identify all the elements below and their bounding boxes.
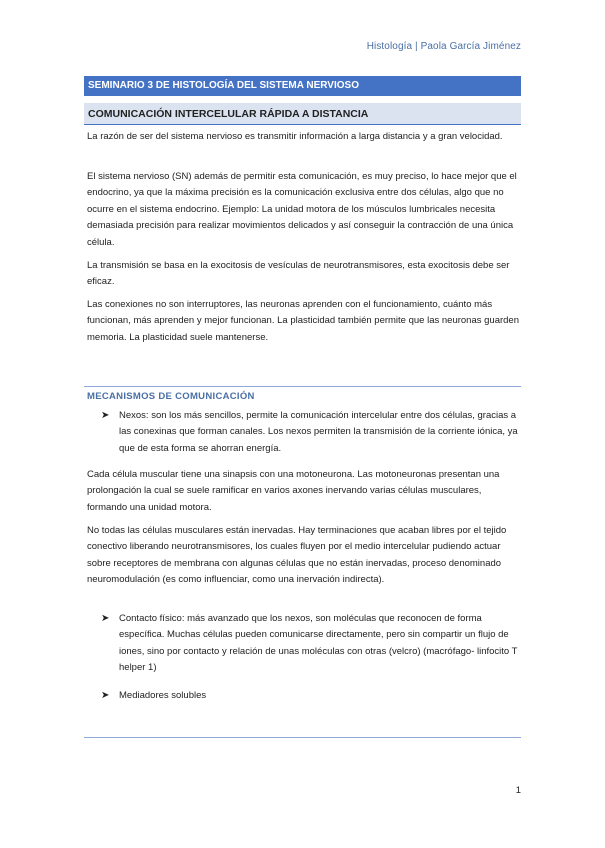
list-item-mediadores — [101, 688, 525, 704]
paragraph-3: La transmisión se basa en la exocitosis de vesículas de neurotransmisores, esta exocitosis debe ser eficaz. — [87, 260, 510, 288]
arrow-bullet-icon: ➤ — [101, 410, 110, 421]
section-heading-comunicacion: COMUNICACIÓN INTERCELULAR RÁPIDA A DISTANCIA — [84, 103, 521, 125]
paragraph-2: El sistema nervioso (SN) además de permitir esta comunicación, es muy preciso, lo hace mejor que el endocrino, ya que la máxima precisión es la comunicación exclusiva entre dos células, algo que no ocurre en el sistema endocrino. Ejemplo: La unidad motora de los músculos lumbricales necesita demasiada precisión para realizar movimientos delicados y así conseguir la contracción de una única célula. — [87, 171, 517, 248]
list-item-text: Contacto físico: más avanzado que los nexos, son moléculas que reconocen de forma específica. Muchas células pueden comunicarse directamente, pero sin compartir un flujo de iones, sino por contacto y relación de unas moléculas con otras (velcro) (macrófago- linfocito T helper 1) — [119, 613, 518, 674]
arrow-bullet-icon: ➤ — [101, 690, 110, 701]
section-heading-mecanismos: MECANISMOS DE COMUNICACIÓN — [87, 391, 255, 402]
arrow-bullet-icon: ➤ — [101, 613, 110, 624]
document-title-bar: SEMINARIO 3 DE HISTOLOGÍA DEL SISTEMA NERVIOSO — [84, 76, 521, 96]
list-item-text: Nexos: son los más sencillos, permite la comunicación intercelular entre dos células, gracias a las conexinas que forman canales. Los nexos permiten la transmisión de la corriente iónica, ya que de esta forma se ahorran energía. — [119, 410, 518, 454]
paragraph-1: La razón de ser del sistema nervioso es transmitir información a larga distancia y a gran velocidad. — [87, 131, 503, 142]
paragraph-4: Las conexiones no son interruptores, las neuronas aprenden con el funcionamiento, cuánto más funcionan, más aprenden y mejor funcionan. La plasticidad también permite que las neuronas guarden memoria. La plasticidad suele mantenerse. — [87, 299, 519, 343]
section-divider-top — [84, 386, 521, 387]
list-item-text: Mediadores solubles — [119, 690, 207, 701]
list-item-contacto-fisico — [101, 611, 525, 677]
paragraph-6: No todas las células musculares están inervadas. Hay terminaciones que acaban libres por el tejido conectivo liberando neurotransmisores, los cuales fluyen por el medio intercelular pudiendo actuar sobre receptores de membrana con algunas células que no están inervadas, proceso denominado neuromodulación (es como influenciar, como una inervación indirecta). — [87, 525, 507, 586]
list-item-nexos — [101, 408, 525, 457]
paragraph-5: Cada célula muscular tiene una sinapsis con una motoneurona. Las motoneuronas presentan una prolongación la cual se suele ramificar en varios axones inervando varias células musculares, formando una unidad motora. — [87, 469, 500, 513]
page-number: 1 — [515, 785, 521, 796]
running-header: Histología | Paola García Jiménez — [366, 41, 521, 52]
section-divider-bottom — [84, 737, 521, 738]
